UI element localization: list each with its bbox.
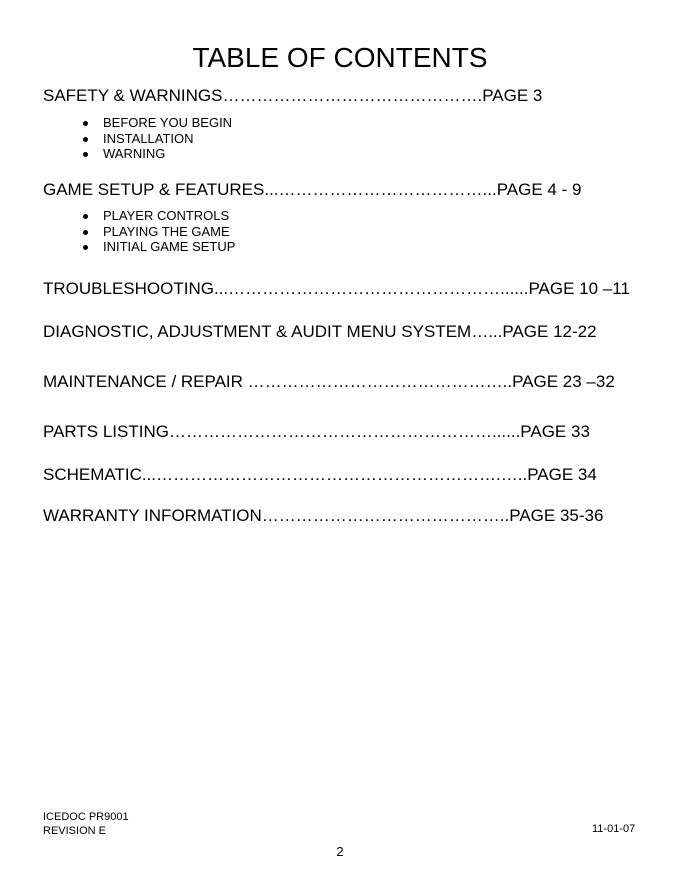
toc-entry-diagnostic: DIAGNOSTIC, ADJUSTMENT & AUDIT MENU SYSTEM…...PAGE 12-22 <box>43 322 597 341</box>
toc-subitem: INITIAL GAME SETUP <box>83 239 235 255</box>
footer-doc-id: ICEDOC PR9001 <box>43 811 129 823</box>
toc-subitem: BEFORE YOU BEGIN <box>83 115 232 131</box>
toc-entry-safety: SAFETY & WARNINGS……………………………………….PAGE 3 <box>43 86 543 105</box>
toc-subitem: WARNING <box>83 146 232 162</box>
footer-date: 11-01-07 <box>592 823 636 835</box>
setup-subitems <box>83 208 235 255</box>
toc-subitem: INSTALLATION <box>83 131 232 147</box>
toc-entry-maintenance: MAINTENANCE / REPAIR ………………………………………..PAGE 23 –32 <box>43 372 615 391</box>
footer-revision: REVISION E <box>43 825 106 837</box>
page-title: TABLE OF CONTENTS <box>192 42 488 73</box>
toc-entry-game-setup: GAME SETUP & FEATURES...………………………………...PAGE 4 - 9 <box>43 180 582 199</box>
toc-entry-troubleshooting: TROUBLESHOOTING...…………………………………………......PAGE 10 –11 <box>43 279 630 298</box>
safety-subitems <box>83 115 232 162</box>
toc-entry-warranty: WARRANTY INFORMATION……………………………………..PAGE 35-36 <box>43 506 604 525</box>
toc-entry-parts: PARTS LISTING…………………………………………………......PAGE 33 <box>43 422 590 441</box>
toc-entry-schematic: SCHEMATIC...…………………………………………………….…..PAGE 34 <box>43 465 597 484</box>
toc-subitem: PLAYER CONTROLS <box>83 208 235 224</box>
toc-subitem: PLAYING THE GAME <box>83 224 235 240</box>
page-number: 2 <box>336 844 344 859</box>
